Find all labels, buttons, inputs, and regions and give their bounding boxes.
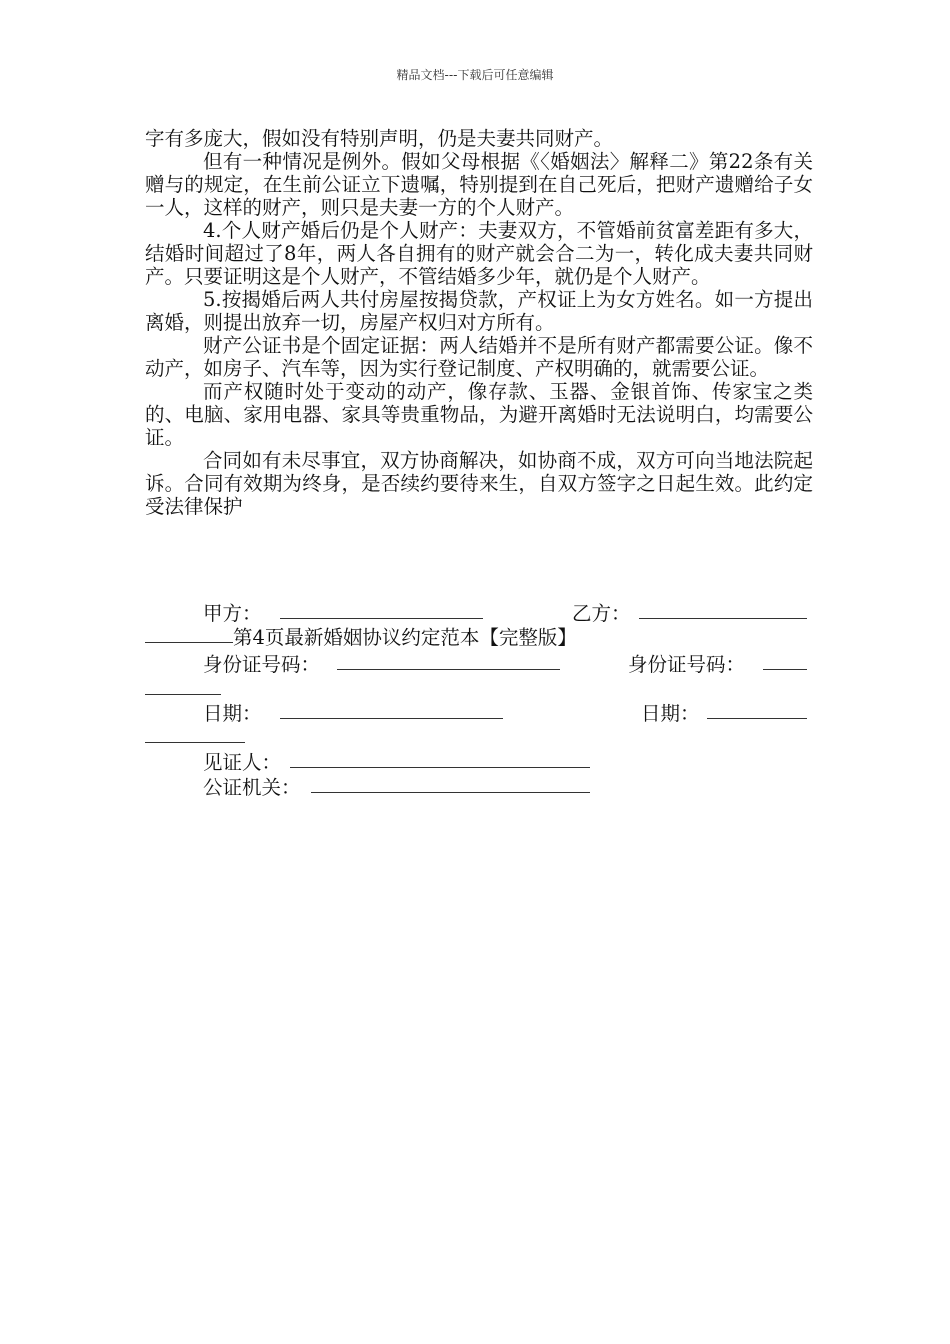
page-title: 第4页最新婚姻协议约定范本【完整版】 bbox=[233, 626, 577, 649]
paragraph: 5.按揭婚后两人共付房屋按揭贷款，产权证上为女方姓名。如一方提出离婚，则提出放弃一切，房屋产权归对方所有。 bbox=[145, 288, 813, 334]
paragraph: 财产公证书是个固定证据：两人结婚并不是所有财产都需要公证。像不动产，如房子、汽车等，因为实行登记制度、产权明确的，就需要公证。 bbox=[145, 334, 813, 380]
signature-row-ids bbox=[145, 649, 813, 676]
paragraph: 而产权随时处于变动的动产，像存款、玉器、金银首饰、传家宝之类的、电脑、家用电器、家具等贵重物品，为避开离婚时无法说明白，均需要公证。 bbox=[145, 380, 813, 449]
id-b-blank-continued[interactable] bbox=[145, 676, 221, 695]
document-body bbox=[145, 127, 813, 518]
signature-row-title bbox=[145, 622, 813, 649]
signature-row-dates bbox=[145, 698, 813, 725]
page-header: 精品文档---下载后可任意编辑 bbox=[396, 68, 554, 82]
id-a-blank[interactable] bbox=[337, 651, 560, 670]
witness-blank[interactable] bbox=[290, 749, 590, 768]
party-a-blank[interactable] bbox=[280, 600, 483, 619]
paragraph: 4.个人财产婚后仍是个人财产：夫妻双方，不管婚前贫富差距有多大，结婚时间超过了8年，两人各自拥有的财产就会合二为一，转化成夫妻共同财产。只要证明这是个人财产，不管结婚多少年，就仍是个人财产。 bbox=[145, 219, 813, 288]
signature-row-ids-continued bbox=[145, 676, 813, 696]
signature-row-witness bbox=[145, 747, 813, 774]
paragraph: 字有多庞大，假如没有特别声明，仍是夫妻共同财产。 bbox=[145, 127, 614, 150]
id-b-blank[interactable] bbox=[763, 651, 807, 670]
id-a-label: 身份证号码： bbox=[203, 653, 321, 676]
date-b-label: 日期： bbox=[641, 702, 700, 725]
date-b-blank-continued[interactable] bbox=[145, 724, 245, 743]
signature-row-dates-continued bbox=[145, 724, 813, 744]
date-b-blank[interactable] bbox=[707, 700, 807, 719]
paragraph: 但有一种情况是例外。假如父母根据《〈婚姻法〉解释二》第22条有关赠与的规定，在生前公证立下遗嘱，特别提到在自己死后，把财产遗赠给子女一人，这样的财产，则只是夫妻一方的个人财产。 bbox=[145, 150, 813, 219]
date-a-label: 日期： bbox=[203, 702, 262, 725]
party-b-label: 乙方： bbox=[572, 602, 631, 625]
notary-label: 公证机关： bbox=[203, 776, 301, 799]
signature-row-parties bbox=[145, 598, 813, 625]
paragraph: 合同如有未尽事宜，双方协商解决，如协商不成，双方可向当地法院起诉。合同有效期为终身，是否续约要待来生，自双方签字之日起生效。此约定受法律保护 bbox=[145, 449, 813, 518]
id-b-label: 身份证号码： bbox=[628, 653, 746, 676]
party-a-label: 甲方： bbox=[203, 602, 262, 625]
notary-blank[interactable] bbox=[311, 774, 590, 793]
witness-label: 见证人： bbox=[203, 751, 282, 774]
party-b-blank-continued[interactable] bbox=[145, 624, 233, 643]
signature-row-notary bbox=[145, 772, 813, 799]
party-b-blank[interactable] bbox=[639, 600, 807, 619]
date-a-blank[interactable] bbox=[280, 700, 503, 719]
